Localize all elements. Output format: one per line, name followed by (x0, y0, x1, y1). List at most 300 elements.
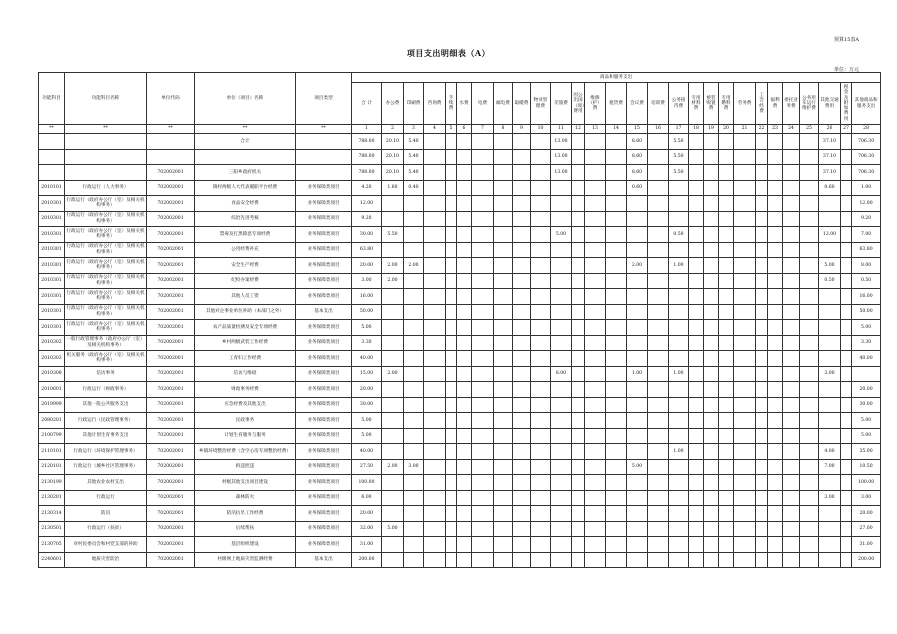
project-type-cell: 业务保障类项目 (296, 227, 352, 243)
amount-cell (719, 413, 734, 429)
amount-cell (572, 413, 585, 429)
amount-cell (756, 506, 768, 522)
amount-cell (446, 180, 457, 196)
amount-cell: 5.40 (404, 134, 424, 150)
unit-name-cell: 三阳乡政府机关 (195, 165, 296, 181)
amount-cell (382, 397, 404, 413)
amount-cell: 13.00 (551, 149, 572, 165)
column-number: 16 (648, 125, 669, 134)
amount-cell (841, 444, 852, 460)
amount-cell (446, 413, 457, 429)
amount-cell (627, 196, 648, 212)
amount-cell (472, 428, 494, 444)
amount-cell (531, 351, 551, 367)
func-code-cell: 2010301 (39, 258, 65, 274)
header-col-18: 专用材料费 (689, 83, 704, 125)
header-col-27: 税金及附加费用 (841, 83, 852, 125)
amount-cell (768, 397, 783, 413)
amount-cell (424, 506, 446, 522)
amount-cell (446, 227, 457, 243)
amount-cell (513, 134, 531, 150)
amount-cell (513, 304, 531, 320)
unit-label: 单位：万元 (833, 67, 859, 73)
amount-cell (572, 165, 585, 181)
column-number: 21 (734, 125, 756, 134)
amount-cell (424, 227, 446, 243)
amount-cell (472, 165, 494, 181)
amount-cell (783, 366, 800, 382)
amount-cell: 7.00 (852, 227, 881, 243)
amount-cell (800, 413, 819, 429)
unit-code-cell: 702002001 (147, 242, 195, 258)
amount-cell (585, 273, 606, 289)
amount-cell (734, 304, 756, 320)
amount-cell (669, 397, 689, 413)
amount-cell: 20.00 (352, 506, 382, 522)
amount-cell (648, 304, 669, 320)
amount-cell (704, 289, 719, 305)
amount-cell (513, 258, 531, 274)
amount-cell (689, 242, 704, 258)
amount-cell (404, 289, 424, 305)
amount-cell: 40.00 (352, 351, 382, 367)
func-code-cell: 2080201 (39, 413, 65, 429)
amount-cell (572, 459, 585, 475)
amount-cell (572, 304, 585, 320)
func-code-cell: 2100799 (39, 428, 65, 444)
amount-cell (472, 413, 494, 429)
amount-cell (572, 289, 585, 305)
amount-cell (572, 335, 585, 351)
amount-cell (841, 258, 852, 274)
amount-cell (841, 366, 852, 382)
amount-cell (513, 521, 531, 537)
amount-cell (734, 552, 756, 568)
amount-cell: 15.00 (352, 366, 382, 382)
amount-cell (457, 335, 472, 351)
unit-name-cell: 公用经费补充 (195, 242, 296, 258)
amount-cell (606, 428, 627, 444)
unit-code-cell: 702002001 (147, 521, 195, 537)
amount-cell (404, 227, 424, 243)
amount-cell: 16.00 (352, 289, 382, 305)
amount-cell (719, 444, 734, 460)
amount-cell (819, 537, 841, 553)
func-code-cell (39, 165, 65, 181)
amount-cell (800, 320, 819, 336)
amount-cell (756, 289, 768, 305)
amount-cell (841, 320, 852, 336)
amount-cell: 3.30 (852, 335, 881, 351)
func-code-cell: 2010601 (39, 382, 65, 398)
unit-name-cell: 防汛抗旱工作经费 (195, 506, 296, 522)
amount-cell (494, 413, 513, 429)
header-col-15: 会议费 (627, 83, 648, 125)
func-name-cell: 其他计划生育事务支出 (65, 428, 147, 444)
func-name-cell: 行政运行（政府办公厅（室）及相关机构事务） (65, 196, 147, 212)
func-name-cell: 行政运行（民政管理事务） (65, 413, 147, 429)
table-row (39, 413, 881, 429)
func-code-cell: 2010301 (39, 242, 65, 258)
column-number: 28 (852, 125, 881, 134)
amount-cell (457, 490, 472, 506)
amount-cell (531, 475, 551, 491)
amount-cell (648, 506, 669, 522)
amount-cell (382, 475, 404, 491)
amount-cell (404, 211, 424, 227)
unit-code-cell: 702002001 (147, 366, 195, 382)
amount-cell: 20.00 (852, 506, 881, 522)
amount-cell (446, 273, 457, 289)
amount-cell (585, 196, 606, 212)
amount-cell (768, 444, 783, 460)
func-name-cell: 行政运行 (65, 490, 147, 506)
amount-cell: 5.40 (404, 165, 424, 181)
amount-cell (472, 506, 494, 522)
amount-cell (800, 227, 819, 243)
amount-cell (756, 258, 768, 274)
amount-cell (513, 273, 531, 289)
amount-cell (513, 211, 531, 227)
amount-cell: 20.10 (382, 149, 404, 165)
column-number: 8 (494, 125, 513, 134)
amount-cell: 2.00 (382, 366, 404, 382)
amount-cell (719, 227, 734, 243)
amount-cell: 0.60 (627, 180, 648, 196)
amount-cell (494, 490, 513, 506)
project-type-cell: 业务保障类项目 (296, 180, 352, 196)
amount-cell (768, 382, 783, 398)
amount-cell: 5.00 (352, 413, 382, 429)
unit-code-cell: 702002001 (147, 227, 195, 243)
unit-code-cell: 702002001 (147, 537, 195, 553)
amount-cell (783, 335, 800, 351)
func-code-cell: 2010301 (39, 273, 65, 289)
amount-cell (819, 196, 841, 212)
amount-cell (472, 537, 494, 553)
header-col-17: 公务接待费 (669, 83, 689, 125)
amount-cell (446, 382, 457, 398)
amount-cell (572, 366, 585, 382)
amount-cell (585, 366, 606, 382)
amount-cell (783, 320, 800, 336)
amount-cell (551, 196, 572, 212)
amount-cell (841, 335, 852, 351)
amount-cell (513, 506, 531, 522)
column-number: 25 (800, 125, 819, 134)
amount-cell (689, 444, 704, 460)
amount-cell (800, 490, 819, 506)
amount-cell: 0.50 (852, 273, 881, 289)
amount-cell (648, 444, 669, 460)
expense-table (38, 72, 881, 568)
amount-cell (783, 227, 800, 243)
unit-code-cell: 702002001 (147, 165, 195, 181)
unit-name-cell: 民政事务 (195, 413, 296, 429)
amount-cell (648, 289, 669, 305)
column-number: 22 (756, 125, 768, 134)
table-row (39, 459, 881, 475)
amount-cell (446, 490, 457, 506)
amount-cell (585, 227, 606, 243)
amount-cell (494, 273, 513, 289)
func-name-cell: 防汛 (65, 506, 147, 522)
project-type-cell: 业务保障类项目 (296, 506, 352, 522)
amount-cell (648, 180, 669, 196)
amount-cell (382, 211, 404, 227)
amount-cell (734, 180, 756, 196)
amount-cell (606, 258, 627, 274)
amount-cell (719, 273, 734, 289)
amount-cell (841, 552, 852, 568)
amount-cell (404, 351, 424, 367)
amount-cell (472, 180, 494, 196)
amount-cell (424, 537, 446, 553)
amount-cell (768, 521, 783, 537)
amount-cell (585, 490, 606, 506)
amount-cell: 9.20 (352, 211, 382, 227)
amount-cell (669, 490, 689, 506)
unit-code-cell: 702002001 (147, 304, 195, 320)
amount-cell (704, 506, 719, 522)
amount-cell (756, 320, 768, 336)
amount-cell (606, 273, 627, 289)
amount-cell: 1.00 (669, 444, 689, 460)
project-type-cell: 业务保障类项目 (296, 475, 352, 491)
amount-cell: 12.00 (819, 227, 841, 243)
amount-cell (513, 335, 531, 351)
unit-code-cell: 702002001 (147, 180, 195, 196)
amount-cell (768, 149, 783, 165)
amount-cell (669, 196, 689, 212)
project-type-cell: 业务保障类项目 (296, 320, 352, 336)
amount-cell (551, 444, 572, 460)
amount-cell (424, 397, 446, 413)
amount-cell: 2.00 (382, 459, 404, 475)
amount-cell (719, 428, 734, 444)
amount-cell (606, 537, 627, 553)
header-col-16: 培训费 (648, 83, 669, 125)
func-code-cell: 2019999 (39, 397, 65, 413)
amount-cell (472, 227, 494, 243)
amount-cell: 4.00 (819, 444, 841, 460)
amount-cell (457, 351, 472, 367)
amount-cell: 8.60 (627, 134, 648, 150)
amount-cell (841, 475, 852, 491)
amount-cell: 50.00 (352, 304, 382, 320)
amount-cell (585, 475, 606, 491)
amount-cell (446, 335, 457, 351)
amount-cell (756, 366, 768, 382)
column-number: 9 (513, 125, 531, 134)
amount-cell: 35.00 (852, 444, 881, 460)
amount-cell (572, 180, 585, 196)
amount-cell (472, 351, 494, 367)
amount-cell (627, 506, 648, 522)
unit-name-cell: 森林防火 (195, 490, 296, 506)
unit-name-cell: 综治先进考核 (195, 211, 296, 227)
amount-cell (585, 382, 606, 398)
amount-cell (768, 211, 783, 227)
project-type-cell: 业务保障类项目 (296, 258, 352, 274)
amount-cell (783, 134, 800, 150)
amount-cell (669, 428, 689, 444)
amount-cell (719, 149, 734, 165)
amount-cell (800, 335, 819, 351)
unit-code-cell: 702002001 (147, 335, 195, 351)
amount-cell (472, 196, 494, 212)
amount-cell (531, 428, 551, 444)
amount-cell (551, 211, 572, 227)
amount-cell (572, 242, 585, 258)
amount-cell (648, 351, 669, 367)
amount-cell (704, 273, 719, 289)
header-col-9: 取暖费 (513, 83, 531, 125)
table-row (39, 537, 881, 553)
amount-cell (704, 149, 719, 165)
amount-cell (719, 335, 734, 351)
amount-cell (585, 428, 606, 444)
amount-cell (572, 273, 585, 289)
amount-cell (513, 351, 531, 367)
amount-cell (768, 289, 783, 305)
amount-cell (783, 459, 800, 475)
unit-code-cell (147, 134, 195, 150)
amount-cell (841, 134, 852, 150)
amount-cell (819, 552, 841, 568)
amount-cell (756, 304, 768, 320)
column-number: 6 (457, 125, 472, 134)
amount-cell: 5.50 (669, 165, 689, 181)
amount-cell: 788.00 (352, 165, 382, 181)
project-type-cell: 业务保障类项目 (296, 351, 352, 367)
amount-cell: 706.30 (852, 134, 881, 150)
amount-cell (424, 351, 446, 367)
amount-cell (457, 506, 472, 522)
amount-cell (494, 475, 513, 491)
amount-cell (457, 366, 472, 382)
header-col-14: 租赁费 (606, 83, 627, 125)
amount-cell (689, 211, 704, 227)
func-name-cell: 其他农业农村支出 (65, 475, 147, 491)
amount-cell (494, 351, 513, 367)
amount-cell (783, 537, 800, 553)
amount-cell (756, 149, 768, 165)
amount-cell (531, 537, 551, 553)
unit-name-cell: 其他对企事业单位补助（本部门之外） (195, 304, 296, 320)
amount-cell (404, 475, 424, 491)
amount-cell: 8.00 (551, 366, 572, 382)
amount-cell (704, 211, 719, 227)
amount-cell (756, 382, 768, 398)
amount-cell (648, 335, 669, 351)
amount-cell (585, 537, 606, 553)
header-col-5: 手续费 (446, 83, 457, 125)
amount-cell (669, 273, 689, 289)
amount-cell (768, 428, 783, 444)
amount-cell (783, 521, 800, 537)
amount-cell (669, 521, 689, 537)
amount-cell (627, 351, 648, 367)
amount-cell (382, 382, 404, 398)
amount-cell (719, 180, 734, 196)
amount-cell (627, 475, 648, 491)
amount-cell (719, 537, 734, 553)
func-name-cell: 行政运行（扶贫） (65, 521, 147, 537)
amount-cell (457, 242, 472, 258)
unit-name-cell: 食品安全经费 (195, 196, 296, 212)
amount-cell (446, 320, 457, 336)
project-type-cell: 业务保障类项目 (296, 428, 352, 444)
table-row (39, 289, 881, 305)
amount-cell (606, 552, 627, 568)
amount-cell (531, 413, 551, 429)
amount-cell (457, 413, 472, 429)
amount-cell (719, 366, 734, 382)
amount-cell: 1.00 (627, 366, 648, 382)
unit-name-cell: 后续帮扶 (195, 521, 296, 537)
amount-cell (704, 180, 719, 196)
column-number-row (39, 125, 881, 134)
amount-cell (627, 320, 648, 336)
func-name-cell: 行政运行（财政事务） (65, 382, 147, 398)
amount-cell (551, 273, 572, 289)
project-type-cell: 业务保障类项目 (296, 335, 352, 351)
amount-cell: 40.00 (852, 351, 881, 367)
amount-cell (457, 521, 472, 537)
amount-cell (841, 242, 852, 258)
amount-cell (734, 382, 756, 398)
amount-cell (648, 459, 669, 475)
amount-cell (734, 413, 756, 429)
amount-cell (689, 397, 704, 413)
func-code-cell: 2130199 (39, 475, 65, 491)
amount-cell: 5.00 (352, 320, 382, 336)
amount-cell (648, 382, 669, 398)
amount-cell (446, 149, 457, 165)
amount-cell (689, 506, 704, 522)
project-type-cell (296, 149, 352, 165)
header-col-6: 水费 (457, 83, 472, 125)
amount-cell (800, 351, 819, 367)
column-number: 11 (551, 125, 572, 134)
project-type-cell (296, 165, 352, 181)
table-row (39, 366, 881, 382)
amount-cell (627, 242, 648, 258)
amount-cell (446, 289, 457, 305)
amount-cell: 2.00 (404, 258, 424, 274)
amount-cell (819, 335, 841, 351)
amount-cell (494, 428, 513, 444)
amount-cell (446, 521, 457, 537)
table-row (39, 196, 881, 212)
amount-cell: 5.00 (819, 258, 841, 274)
column-number: 26 (819, 125, 841, 134)
func-code-cell: 2010303 (39, 351, 65, 367)
project-type-cell: 基本支出 (296, 304, 352, 320)
amount-cell (669, 413, 689, 429)
amount-cell (719, 165, 734, 181)
amount-cell: 5.50 (382, 227, 404, 243)
amount-cell (572, 537, 585, 553)
amount-cell (669, 552, 689, 568)
project-type-cell: 业务保障类项目 (296, 537, 352, 553)
amount-cell (689, 320, 704, 336)
table-row (39, 227, 881, 243)
amount-cell (551, 320, 572, 336)
amount-cell (841, 490, 852, 506)
amount-cell (457, 397, 472, 413)
